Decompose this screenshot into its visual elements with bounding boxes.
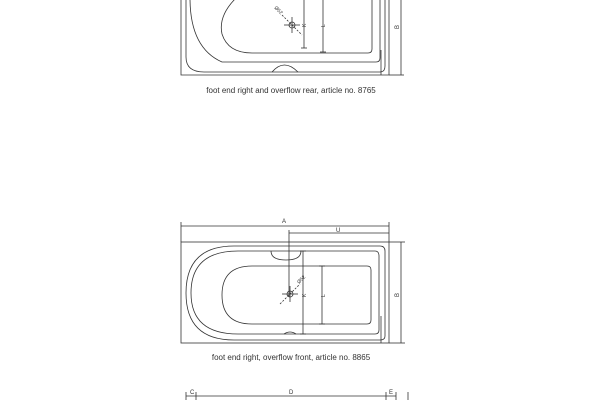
dimension-b <box>389 0 404 75</box>
label-l: L <box>321 294 327 297</box>
tub-outer-outline <box>181 0 389 75</box>
label-k: K <box>302 293 308 297</box>
label-d: D <box>289 390 294 396</box>
label-diameter: Ø52 <box>296 274 308 286</box>
caption-article-8865: foot end right, overflow front, article no. 8865 <box>211 353 371 362</box>
label-l: L <box>321 24 327 27</box>
dimension-k <box>300 251 306 334</box>
label-diameter: Ø52 <box>272 5 284 17</box>
caption-article-8765: foot end right and overflow rear, article no. 8765 <box>206 86 376 95</box>
dimension-a <box>181 222 389 242</box>
overflow-front-cutout <box>271 251 301 260</box>
label-c: C <box>190 390 195 396</box>
bathtub-plan-8865 <box>181 222 405 343</box>
label-b: B <box>395 292 401 297</box>
dimension-b <box>389 242 405 343</box>
tub-rim-line <box>186 0 385 72</box>
tub-outer-outline <box>181 242 389 343</box>
tub-inner-basin <box>221 0 372 53</box>
drain-marker <box>280 284 300 304</box>
label-b: B <box>395 24 401 29</box>
label-k: K <box>302 23 308 27</box>
label-u: U <box>336 228 341 234</box>
bathtub-section-view <box>186 392 408 400</box>
label-e: E <box>389 390 394 396</box>
bathtub-plan-8765 <box>181 0 404 75</box>
overflow-rear <box>272 65 298 72</box>
tub-basin-outline <box>191 251 379 334</box>
label-a: A <box>282 219 287 225</box>
drain-marker <box>282 15 302 35</box>
dimension-u <box>289 230 389 297</box>
tub-inner-basin <box>222 266 371 324</box>
